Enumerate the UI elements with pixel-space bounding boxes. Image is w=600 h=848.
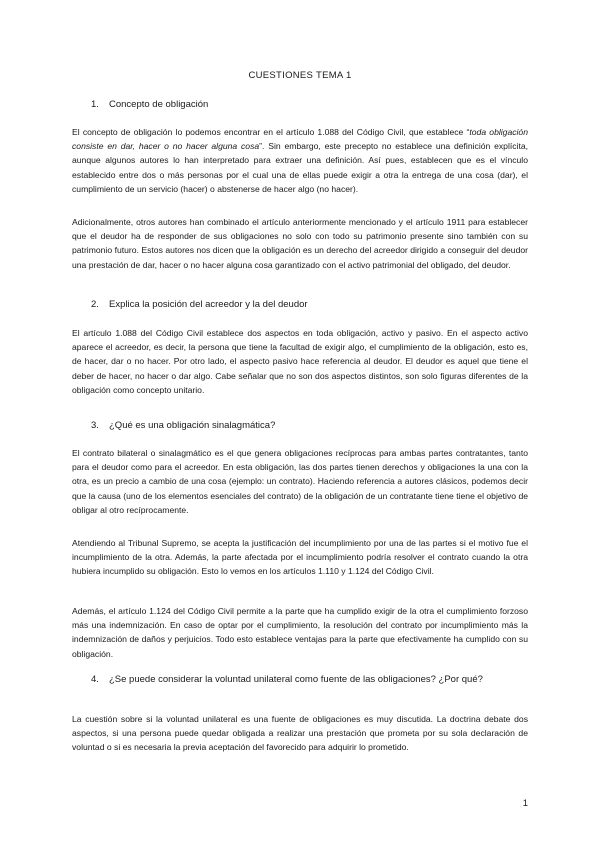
paragraph: Además, el artículo 1.124 del Código Civil permite a la parte que ha cumplido exigir de la otra el cumplimiento forzoso más una indemnización. En caso de optar por el cumplimiento, la resolución del contrato por incumplimiento más la indemnización de daños y perjuicios. Todo esto establece ventajas para la parte que efectivamente ha cumplido con su obligación. bbox=[72, 606, 528, 659]
section-title: Explica la posición del acreedor y la del deudor bbox=[109, 299, 308, 310]
paragraph: Adicionalmente, otros autores han combinado el artículo anteriormente mencionado y el artículo 1911 para establecer que el deudor ha de responder de sus obligaciones no solo con todo su patrimonio presente sino también con su patrimonio futuro. Estos autores nos dicen que la obligación es un derecho del acreedor dirigido a conseguir del deudor una prestación de dar, hacer o no hacer alguna cosa garantizado con el activo patrimonial del obligado, del deudor. bbox=[72, 217, 528, 270]
paragraph-text: El concepto de obligación lo podemos encontrar en el artículo 1.088 del Código Civil, que establece “ bbox=[72, 127, 470, 137]
section-title: Concepto de obligación bbox=[109, 99, 209, 110]
paragraph bbox=[72, 125, 528, 196]
section-3-heading bbox=[91, 419, 528, 433]
document-title: CUESTIONES TEMA 1 bbox=[248, 70, 352, 81]
paragraph-text: ”. Sin embargo, este precepto no establece una definición explícita, aunque algunos autores lo han interpretado para extraer una definición. Así pues, establecen que es el vínculo establecido entre dos o más personas por el cual una de ellas puede exigir a otra la entrega de una cosa (dar), el cumplimiento de un servicio (hacer) o abstenerse de hacer algo (no hacer). bbox=[72, 141, 529, 194]
paragraph: La cuestión sobre si la voluntad unilateral es una fuente de obligaciones es muy discutida. La doctrina debate dos aspectos, si una persona puede quedar obligada a realizar una prestación que prometa por su sola declaración de voluntad o si es necesaria la previa aceptación del favorecido para adquirir lo prometido. bbox=[72, 714, 528, 753]
section-number: 2. bbox=[91, 299, 99, 310]
paragraph: El artículo 1.088 del Código Civil establece dos aspectos en toda obligación, activo y pasivo. En el aspecto activo aparece el acreedor, es decir, la persona que tiene la facultad de exigir algo, el cumplimiento de la obligación, esto es, de hacer, dar o no hacer. Por otro lado, el aspecto pasivo hace referencia al deudor. El deudor es aquel que tiene el deber de hacer, no hacer o dar algo. Cabe señalar que no son dos aspectos distintos, son solo figuras diferentes de la obligación como concepto unitario. bbox=[72, 328, 528, 395]
section-1-heading bbox=[91, 98, 528, 112]
section-title: ¿Se puede considerar la voluntad unilateral como fuente de las obligaciones? ¿Por qué? bbox=[109, 674, 483, 685]
section-2-heading bbox=[91, 298, 528, 312]
section-number: 4. bbox=[91, 674, 99, 685]
page-number: 1 bbox=[522, 798, 528, 809]
section-number: 1. bbox=[91, 99, 99, 110]
section-title: ¿Qué es una obligación sinalagmática? bbox=[109, 420, 276, 431]
section-number: 3. bbox=[91, 420, 99, 431]
paragraph: Atendiendo al Tribunal Supremo, se acepta la justificación del incumplimiento por una de las partes si el motivo fue el incumplimiento de la otra. Además, la parte afectada por el incumplimiento podría resolver el contrato cuando la otra hubiera incumplido su obligación. Esto lo vemos en los artículos 1.110 y 1.124 del Código Civil. bbox=[72, 538, 528, 577]
section-4-heading bbox=[91, 673, 528, 687]
quoted-article-text: toda obligación consiste en dar, hacer o no hacer alguna cosa bbox=[72, 127, 528, 152]
paragraph: El contrato bilateral o sinalagmático es el que genera obligaciones recíprocas para ambas partes contratantes, tanto para el deudor como para el acreedor. En esta obligación, las dos partes tienen derechos y obligaciones la una con la otra, es un precio a cambio de una cosa (ejemplo: un contrato). Haciendo referencia a autores clásicos, podemos decir que la causa (uno de los elementos esenciales del contrato) de la obligación de un contratante tiene tiene el objetivo de obligar al otro recíprocamente. bbox=[72, 448, 528, 515]
